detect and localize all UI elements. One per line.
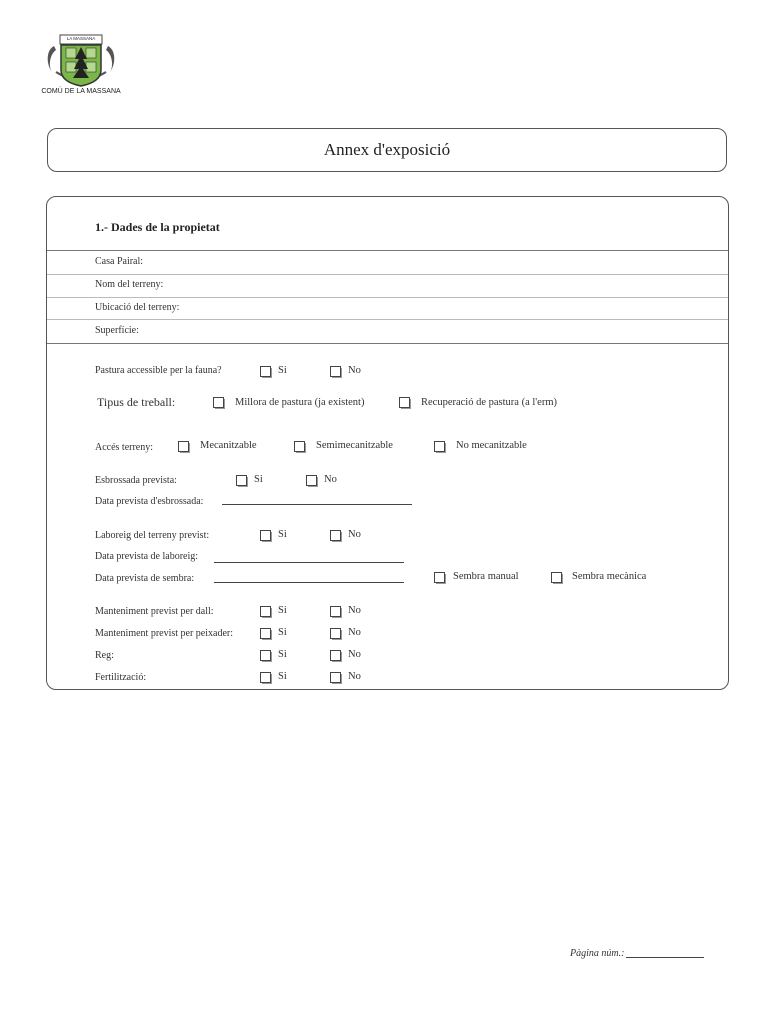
peixader-label: Manteniment previst per peixader:	[95, 628, 234, 639]
fert-si-label: Si	[278, 671, 287, 682]
peixader-si-label: Si	[278, 627, 287, 638]
acces-mecanitzable-checkbox[interactable]	[178, 441, 189, 452]
pastura-no-label: No	[348, 365, 361, 376]
logo	[36, 32, 126, 100]
reg-no-checkbox[interactable]	[330, 650, 341, 661]
laboreig-si-checkbox[interactable]	[260, 530, 271, 541]
laboreig-date-label: Data prevista de laboreig:	[95, 551, 199, 562]
logo-caption: COMÚ DE LA MASSANA	[41, 88, 121, 95]
dall-si-checkbox[interactable]	[260, 606, 271, 617]
laboreig-date-field[interactable]	[214, 562, 404, 563]
sembra-manual-label: Sembra manual	[453, 571, 519, 582]
sembra-mecanica-checkbox[interactable]	[551, 572, 562, 583]
logo-banner-text: LA MASSANA	[66, 36, 96, 41]
fert-si-checkbox[interactable]	[260, 672, 271, 683]
divider	[47, 297, 728, 298]
acces-mecanitzable-label: Mecanitzable	[200, 440, 257, 451]
laboreig-si-label: Si	[278, 529, 287, 540]
tipus-millora-label: Millora de pastura (ja existent)	[235, 397, 365, 408]
tipus-millora-checkbox[interactable]	[213, 397, 224, 408]
pastura-si-checkbox[interactable]	[260, 366, 271, 377]
sembra-date-field[interactable]	[214, 582, 404, 583]
esbrossada-date-label: Data prevista d'esbrossada:	[95, 496, 204, 507]
laboreig-no-checkbox[interactable]	[330, 530, 341, 541]
acces-label: Accés terreny:	[95, 442, 154, 453]
laboreig-label: Laboreig del terreny previst:	[95, 530, 210, 541]
acces-semimecanitzable-label: Semimecanitzable	[316, 440, 393, 451]
esbrossada-no-label: No	[324, 474, 337, 485]
dall-no-label: No	[348, 605, 361, 616]
sembra-date-label: Data prevista de sembra:	[95, 573, 195, 584]
pastura-label: Pastura accessible per la fauna?	[95, 365, 222, 376]
fert-no-checkbox[interactable]	[330, 672, 341, 683]
sembra-mecanica-label: Sembra mecànica	[572, 571, 647, 582]
pastura-no-checkbox[interactable]	[330, 366, 341, 377]
acces-semimecanitzable-checkbox[interactable]	[294, 441, 305, 452]
page-number-label: Pàgina núm.:	[570, 948, 625, 959]
acces-no-mecanitzable-label: No mecanitzable	[456, 440, 527, 451]
tipus-recuperacio-checkbox[interactable]	[399, 397, 410, 408]
page-title: Annex d'exposició	[323, 140, 451, 159]
reg-no-label: No	[348, 649, 361, 660]
esbrossada-date-field[interactable]	[222, 504, 412, 505]
dall-label: Manteniment previst per dall:	[95, 606, 214, 617]
reg-si-label: Si	[278, 649, 287, 660]
sembra-manual-checkbox[interactable]	[434, 572, 445, 583]
laboreig-no-label: No	[348, 529, 361, 540]
fert-no-label: No	[348, 671, 361, 682]
peixader-no-label: No	[348, 627, 361, 638]
section-heading: 1.- Dades de la propietat	[95, 220, 220, 234]
field-nom-terreny[interactable]: Nom del terreny:	[95, 279, 164, 290]
dall-no-checkbox[interactable]	[330, 606, 341, 617]
acces-no-mecanitzable-checkbox[interactable]	[434, 441, 445, 452]
field-casa-pairal[interactable]: Casa Pairal:	[95, 256, 144, 267]
divider	[47, 319, 728, 320]
esbrossada-no-checkbox[interactable]	[306, 475, 317, 486]
peixader-no-checkbox[interactable]	[330, 628, 341, 639]
pastura-si-label: Si	[278, 365, 287, 376]
field-ubicacio[interactable]: Ubicació del terreny:	[95, 302, 180, 313]
reg-si-checkbox[interactable]	[260, 650, 271, 661]
divider	[47, 274, 728, 275]
esbrossada-si-checkbox[interactable]	[236, 475, 247, 486]
reg-label: Reg:	[95, 650, 114, 661]
dall-si-label: Si	[278, 605, 287, 616]
tipus-label: Tipus de treball:	[97, 395, 176, 409]
fert-label: Fertilització:	[95, 672, 147, 683]
esbrossada-si-label: Si	[254, 474, 263, 485]
divider	[47, 343, 728, 344]
esbrossada-label: Esbrossada prevista:	[95, 475, 177, 486]
tipus-recuperacio-label: Recuperació de pastura (a l'erm)	[421, 397, 557, 408]
page-number-field[interactable]	[626, 957, 704, 958]
peixader-si-checkbox[interactable]	[260, 628, 271, 639]
field-superficie[interactable]: Superfície:	[95, 325, 139, 336]
divider	[47, 250, 728, 251]
